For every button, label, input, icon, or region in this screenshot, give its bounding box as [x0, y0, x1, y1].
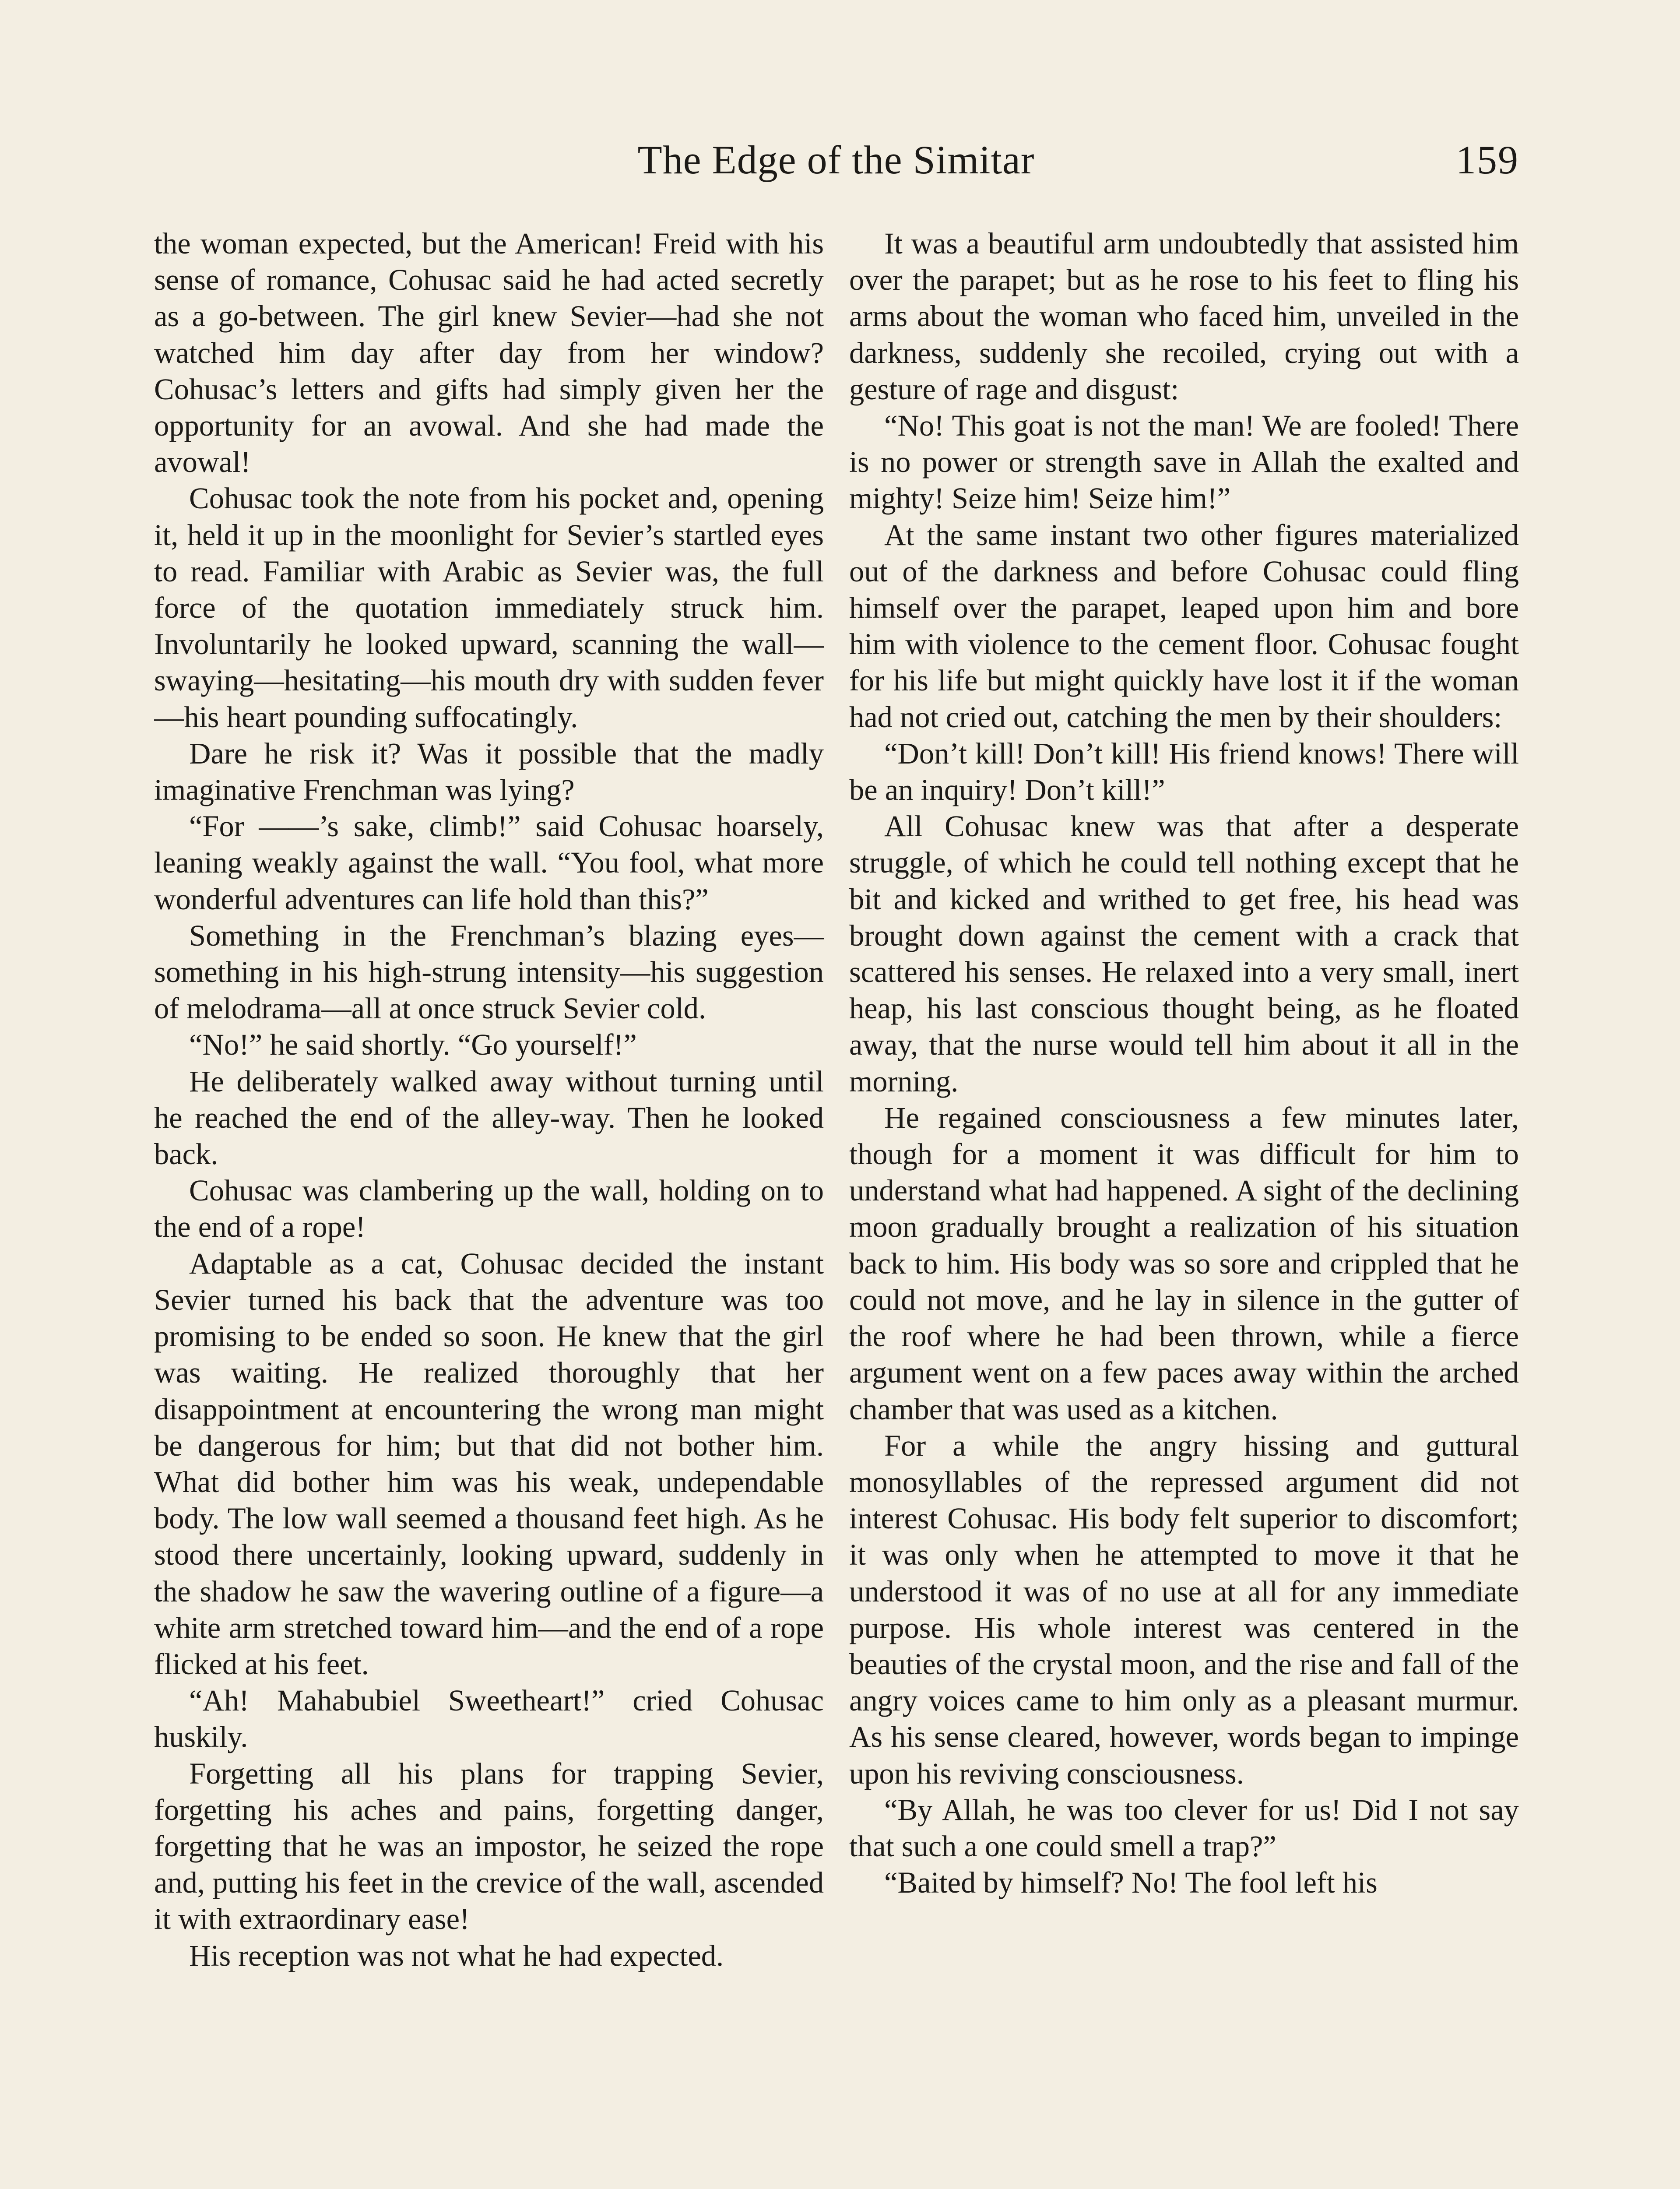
page-number: 159 — [1456, 137, 1519, 182]
paragraph: “Baited by himself? No! The fool left his — [884, 1866, 1378, 1900]
paragraph: All Cohusac knew was that after a desperate struggle, of which he could tell nothing except that he bit and kicked and writhed to get free, his head was brought down against the cement with a crack that scattered his senses. He relaxed into a very small, inert heap, his last conscious thought being, as he floated away, that the nurse would tell him about it all in the morning. — [849, 809, 1519, 1098]
paragraph: For a while the angry hissing and guttural monosyllables of the repressed argument did not interest Cohusac. His body felt superior to discomfort; it was only when he attempted to move it that he understood it was of no use at all for any immediate purpose. His whole interest was centered in the beauties of the crystal moon, and the rise and fall of the angry voices came to him only as a pleasant murmur. As his sense cleared, however, words began to impinge upon his reviving consciousness. — [849, 1429, 1519, 1790]
right-column — [849, 225, 1519, 2189]
paragraph: “No! This goat is not the man! We are fooled! There is no power or strength save in Allah the exalted and mighty! Seize him! Seize him!” — [849, 409, 1519, 515]
paragraph: He deliberately walked away without turning until he reached the end of the alley-way. Then he looked back. — [154, 1064, 824, 1171]
paragraph: “For ——’s sake, climb!” said Cohusac hoarsely, leaning weakly against the wall. “You fool, what more wonderful adventures can life hold than this?” — [154, 809, 824, 916]
paragraph: “By Allah, he was too clever for us! Did I not say that such a one could smell a trap?” — [849, 1793, 1519, 1863]
paragraph: “No!” he said shortly. “Go yourself!” — [189, 1028, 637, 1062]
paragraph: Adaptable as a cat, Cohusac decided the instant Sevier turned his back that the adventure was too promising to be ended so soon. He knew that the girl was waiting. He realized thoroughly that her disappointment at encountering the wrong man might be dangerous for him; but that did not bother him. What did bother him was his weak, undependable body. The low wall seemed a thousand feet high. As he stood there uncertainly, looking upward, suddenly in the shadow he saw the wavering outline of a figure—a white arm stretched toward him—and the end of a rope flicked at his feet. — [154, 1246, 824, 1681]
paragraph: “Ah! Mahabubiel Sweetheart!” cried Cohusac huskily. — [154, 1684, 824, 1754]
paragraph: the woman expected, but the American! Freid with his sense of romance, Cohusac said he had acted secretly as a go-between. The girl knew Sevier—had she not watched him day after day from her window? Cohusac’s letters and gifts had simply given her the opportunity for an avowal. And she had made the avowal! — [154, 227, 824, 479]
paragraph: Something in the Frenchman’s blazing eyes—something in his high-strung intensity—his suggestion of melodrama—all at once struck Sevier cold. — [154, 919, 824, 1025]
paragraph: Dare he risk it? Was it possible that the madly imaginative Frenchman was lying? — [154, 736, 824, 807]
paragraph: “Don’t kill! Don’t kill! His friend knows! There will be an inquiry! Don’t kill!” — [849, 736, 1519, 807]
paragraph: It was a beautiful arm undoubtedly that assisted him over the parapet; but as he rose to his feet to fling his arms about the woman who faced him, unveiled in the darkness, suddenly she recoiled, crying out with a gesture of rage and disgust: — [849, 227, 1519, 406]
paragraph: He regained consciousness a few minutes later, though for a moment it was difficult for him to understand what had happened. A sight of the declining moon gradually brought a realization of his situation back to him. His body was so sore and crippled that he could not move, and he lay in silence in the gutter of the roof where he had been thrown, while a fierce argument went on a few paces away within the arched chamber that was used as a kitchen. — [849, 1101, 1519, 1426]
left-column — [154, 225, 824, 2189]
page-header — [153, 131, 1519, 188]
paragraph: His reception was not what he had expected. — [189, 1939, 724, 1972]
paragraph: Cohusac took the note from his pocket and, opening it, held it up in the moonlight for Sevier’s startled eyes to read. Familiar with Arabic as Sevier was, the full force of the quotation immediately struck him. Involuntarily he looked upward, scanning the wall—swaying—hesitating—his mouth dry with sudden fever—his heart pounding suffocatingly. — [154, 482, 824, 734]
paragraph: At the same instant two other figures materialized out of the darkness and before Cohusac could fling himself over the parapet, leaped upon him and bore him with violence to the cement floor. Cohusac fought for his life but might quickly have lost it if the woman had not cried out, catching the men by their shoulders: — [849, 518, 1519, 734]
paragraph: Forgetting all his plans for trapping Sevier, forgetting his aches and pains, forgetting danger, forgetting that he was an impostor, he seized the rope and, putting his feet in the crevice of the wall, ascended it with extraordinary ease! — [154, 1756, 824, 1936]
paragraph: Cohusac was clambering up the wall, holding on to the end of a rope! — [154, 1174, 824, 1244]
running-title: The Edge of the Simitar — [637, 137, 1035, 182]
